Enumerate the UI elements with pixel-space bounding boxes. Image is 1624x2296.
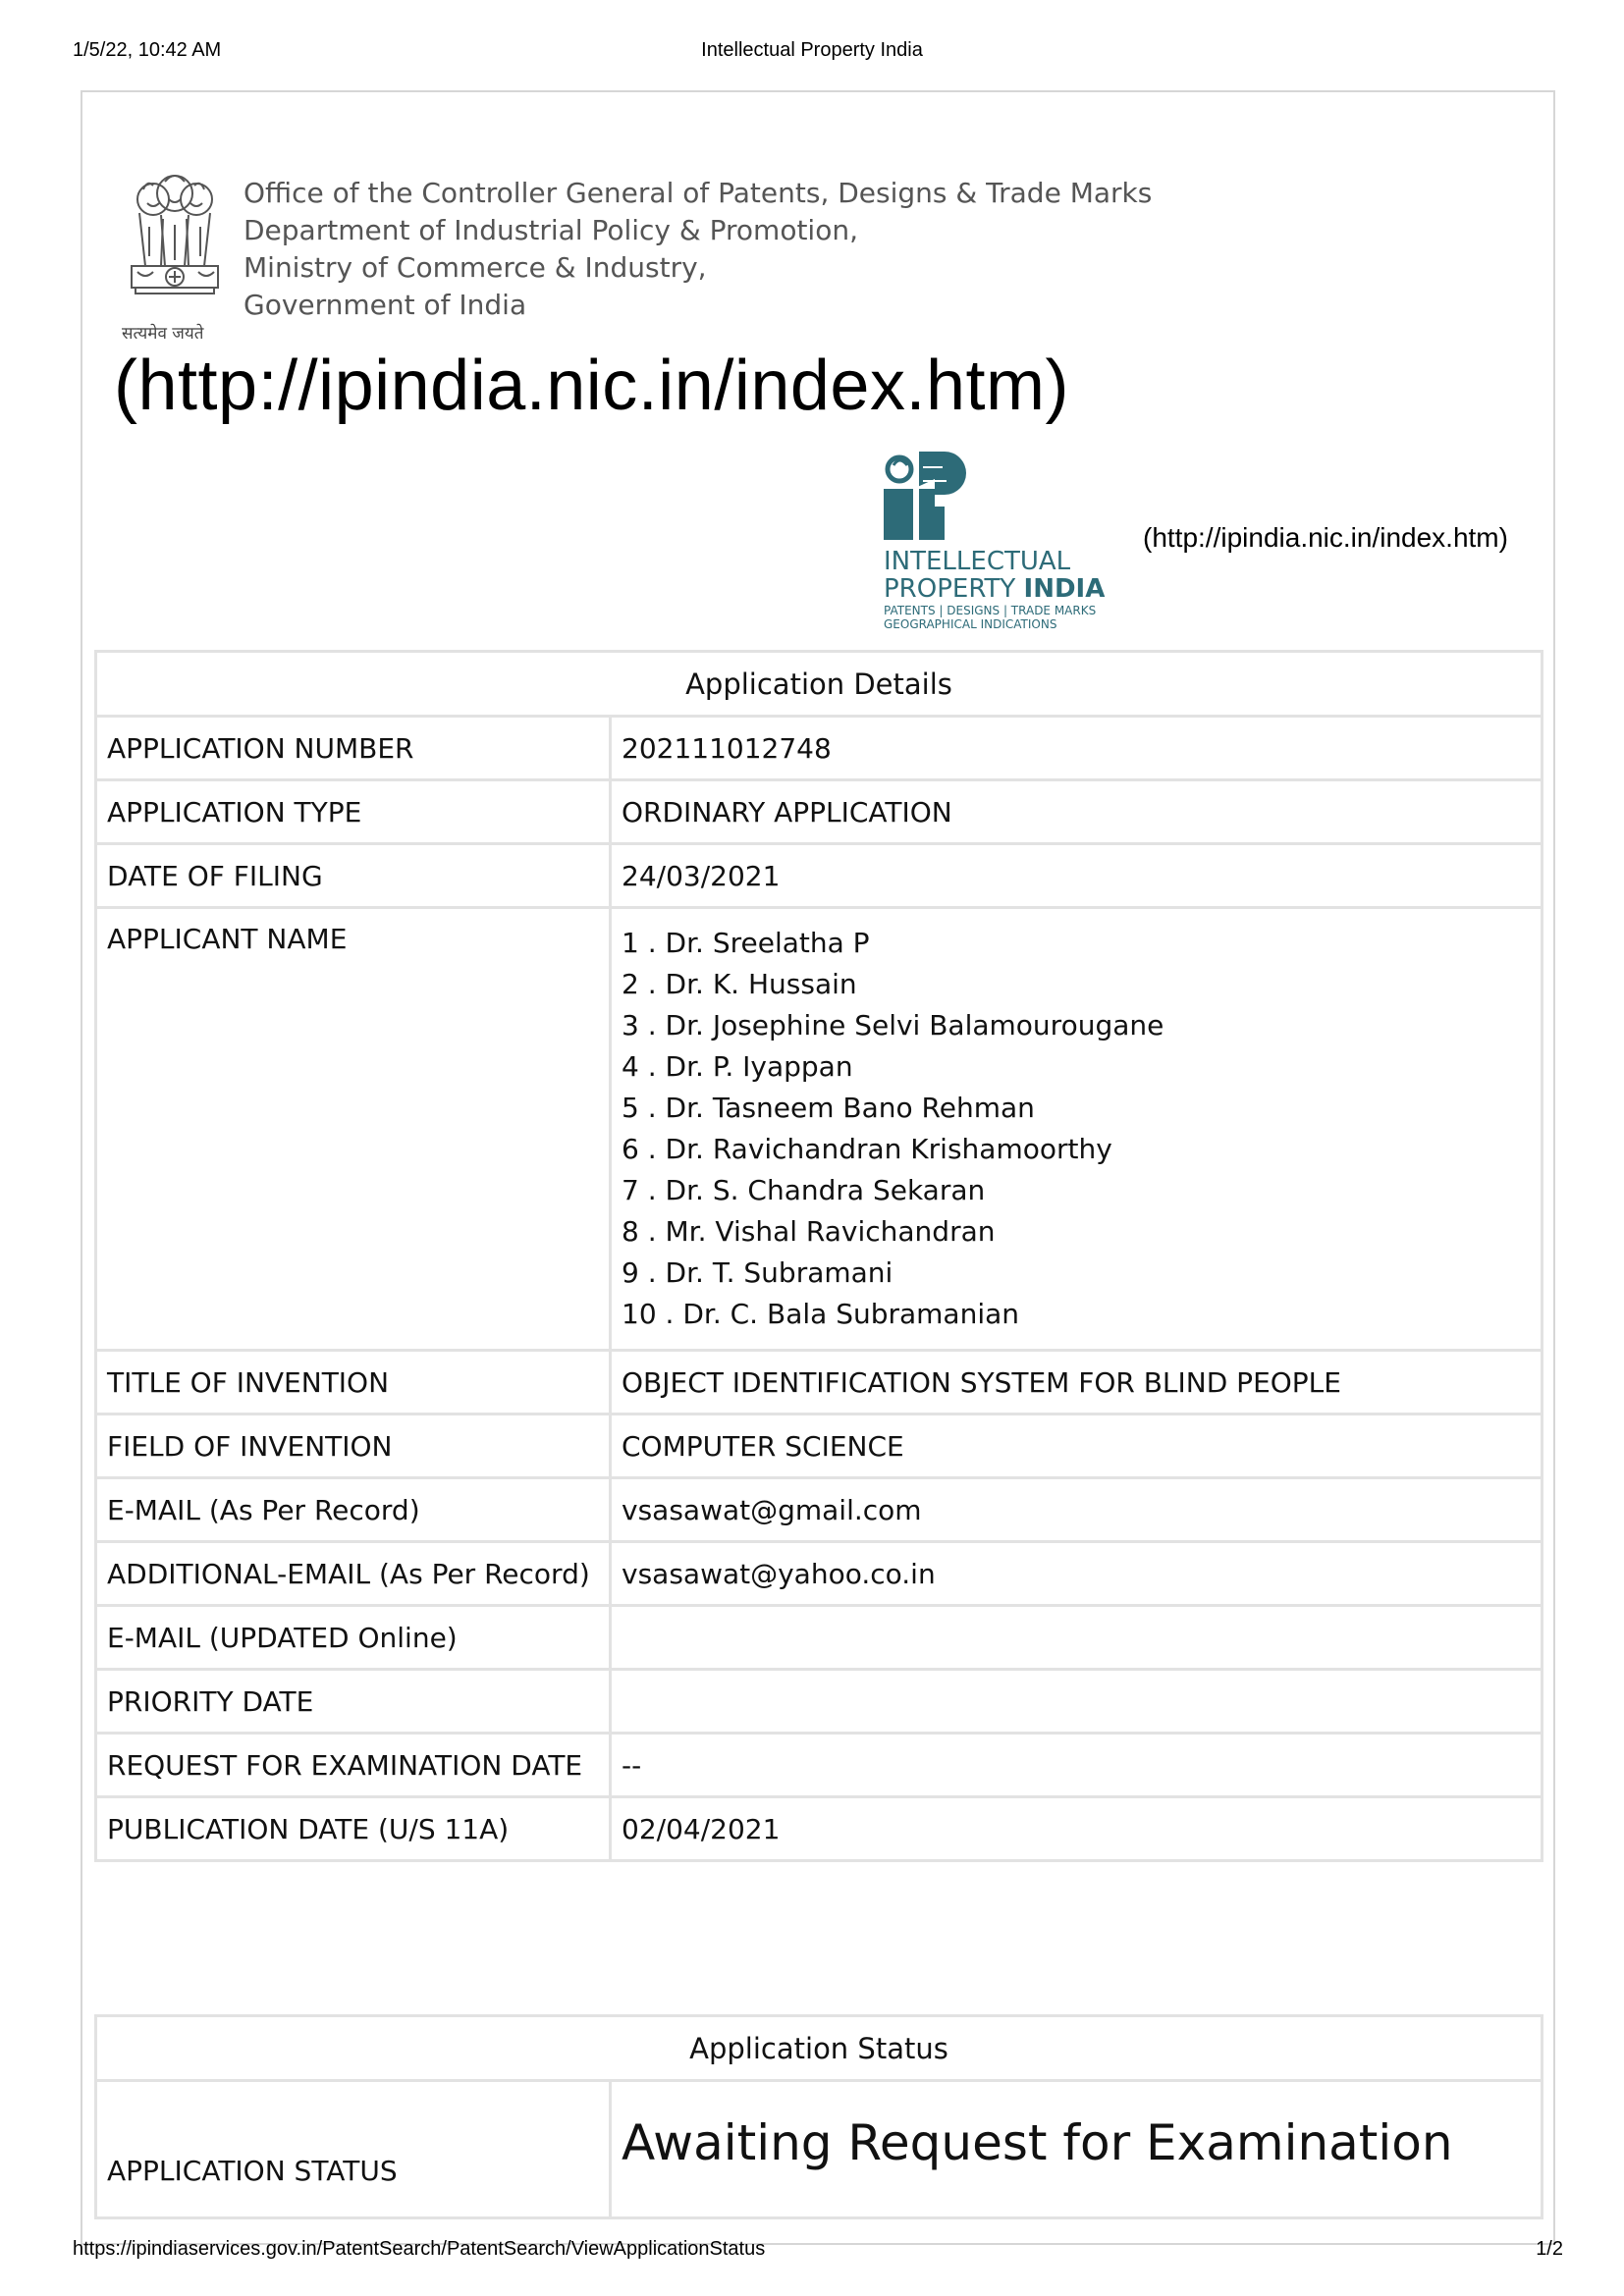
table-row (96, 2081, 1543, 2218)
priority-date-value (611, 1670, 1543, 1734)
application-status-table (94, 2014, 1543, 2219)
table-row (96, 1606, 1543, 1670)
list-item: 4 . Dr. P. Iyappan (622, 1050, 853, 1083)
print-url: https://ipindiaservices.gov.in/PatentSearch/PatentSearch/ViewApplicationStatus (73, 2238, 766, 2260)
table-row (96, 1734, 1543, 1797)
list-item: 1 . Dr. Sreelatha P (622, 927, 870, 959)
logo-line-india: INDIA (1023, 574, 1106, 604)
table-row (96, 1542, 1543, 1606)
table-row (96, 908, 1543, 1351)
page-number: 1/2 (1536, 2238, 1563, 2260)
list-item: 7 . Dr. S. Chandra Sekaran (622, 1174, 986, 1206)
print-header (73, 39, 1551, 69)
table-row (96, 1670, 1543, 1734)
logo-line-gi: GEOGRAPHICAL INDICATIONS (884, 617, 1057, 631)
office-line-ministry: Ministry of Commerce & Industry, (244, 251, 707, 284)
publication-date-label: PUBLICATION DATE (U/S 11A) (96, 1797, 611, 1861)
email-label: E-MAIL (As Per Record) (96, 1478, 611, 1542)
list-item: 10 . Dr. C. Bala Subramanian (622, 1298, 1020, 1330)
list-item: 3 . Dr. Josephine Selvi Balamourougane (622, 1009, 1164, 1041)
field-of-invention-value: COMPUTER SCIENCE (611, 1415, 1543, 1478)
application-status-label: APPLICATION STATUS (96, 2081, 611, 2218)
table-row (96, 1415, 1543, 1478)
list-item: 6 . Dr. Ravichandran Krishamoorthy (622, 1133, 1112, 1165)
email-value: vsasawat@gmail.com (611, 1478, 1543, 1542)
application-number-label: APPLICATION NUMBER (96, 717, 611, 780)
additional-email-value: vsasawat@yahoo.co.in (611, 1542, 1543, 1606)
print-footer (73, 2238, 1563, 2268)
print-datetime: 1/5/22, 10:42 AM (73, 39, 222, 61)
priority-date-label: PRIORITY DATE (96, 1670, 611, 1734)
list-item: 8 . Mr. Vishal Ravichandran (622, 1215, 996, 1248)
table-row (96, 1478, 1543, 1542)
national-emblem-icon (116, 155, 234, 347)
application-status-value: Awaiting Request for Examination (611, 2081, 1543, 2218)
status-heading: Application Status (96, 2016, 1543, 2081)
ipindia-home-link[interactable]: (http://ipindia.nic.in/index.htm) (114, 347, 1069, 425)
application-number-value: 202111012748 (611, 717, 1543, 780)
date-of-filing-value: 24/03/2021 (611, 844, 1543, 908)
details-heading: Application Details (96, 652, 1543, 717)
request-exam-date-label: REQUEST FOR EXAMINATION DATE (96, 1734, 611, 1797)
office-address (244, 175, 1152, 324)
list-item: 5 . Dr. Tasneem Bano Rehman (622, 1092, 1035, 1124)
additional-email-label: ADDITIONAL-EMAIL (As Per Record) (96, 1542, 611, 1606)
list-item: 9 . Dr. T. Subramani (622, 1256, 893, 1289)
applicant-list (622, 923, 1531, 1335)
logo-line-intellectual: INTELLECTUAL (884, 547, 1071, 576)
application-details-table (94, 650, 1543, 1862)
svg-text:PROPERTY INDIA (884, 574, 1105, 604)
table-row (96, 844, 1543, 908)
office-line-department: Department of Industrial Policy & Promotion, (244, 214, 858, 246)
request-exam-date-value: -- (611, 1734, 1543, 1797)
office-line-government: Government of India (244, 289, 527, 321)
application-type-value: ORDINARY APPLICATION (611, 780, 1543, 844)
applicant-name-value (611, 908, 1543, 1351)
table-row (96, 1797, 1543, 1861)
office-line-controller: Office of the Controller General of Patents, Designs & Trade Marks (244, 177, 1153, 209)
ipindia-logo-link[interactable]: (http://ipindia.nic.in/index.htm) (1143, 522, 1508, 553)
field-of-invention-label: FIELD OF INVENTION (96, 1415, 611, 1478)
email-updated-label: E-MAIL (UPDATED Online) (96, 1606, 611, 1670)
logo-line-property: PROPERTY (884, 574, 1024, 604)
table-row (96, 780, 1543, 844)
applicant-name-label: APPLICANT NAME (96, 908, 611, 1351)
application-type-label: APPLICATION TYPE (96, 780, 611, 844)
email-updated-value (611, 1606, 1543, 1670)
date-of-filing-label: DATE OF FILING (96, 844, 611, 908)
table-row (96, 1351, 1543, 1415)
title-of-invention-label: TITLE OF INVENTION (96, 1351, 611, 1415)
list-item: 2 . Dr. K. Hussain (622, 968, 857, 1000)
title-of-invention-value: OBJECT IDENTIFICATION SYSTEM FOR BLIND PEOPLE (611, 1351, 1543, 1415)
publication-date-value: 02/04/2021 (611, 1797, 1543, 1861)
intellectual-property-india-logo (880, 448, 1147, 640)
table-row (96, 717, 1543, 780)
print-page-title: Intellectual Property India (701, 39, 923, 61)
emblem-caption: सत्यमेव जयते (122, 324, 204, 344)
logo-line-categories: PATENTS | DESIGNS | TRADE MARKS (884, 604, 1097, 617)
